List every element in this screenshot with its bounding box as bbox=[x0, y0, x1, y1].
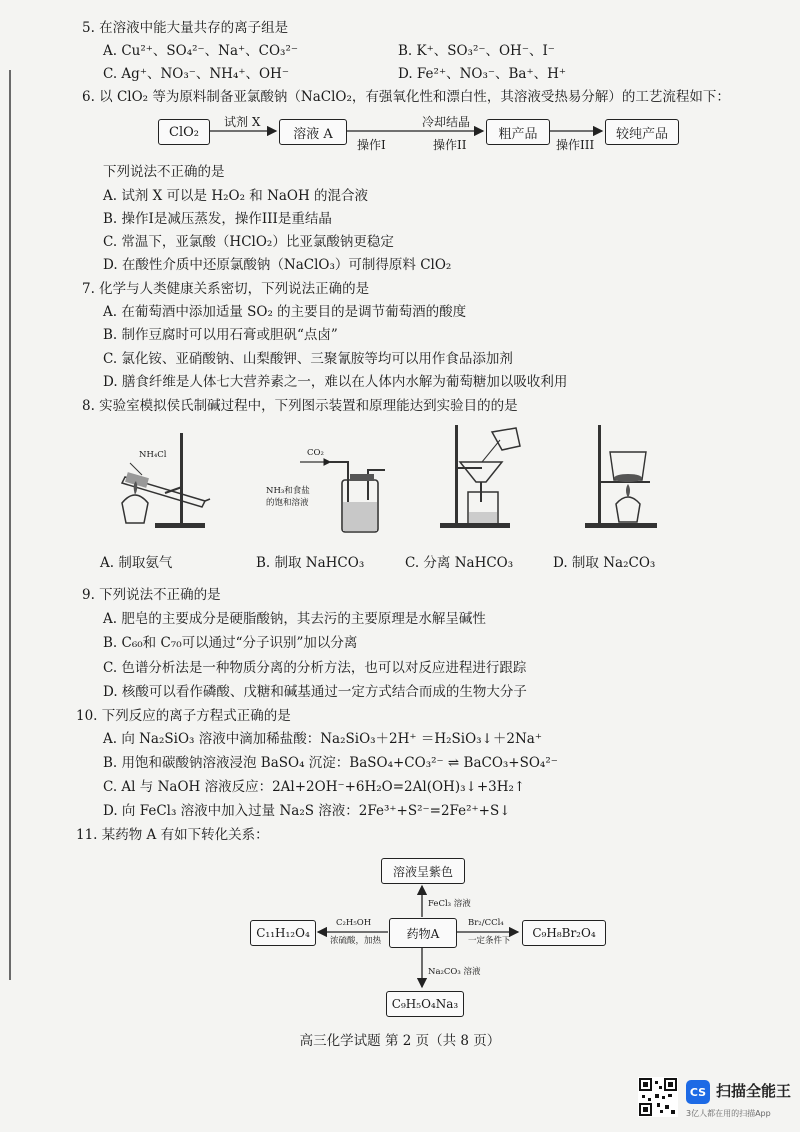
scanner-brand-name: 扫描全能王 bbox=[716, 1082, 792, 1100]
q8-option-a: A. 制取氨气 bbox=[100, 555, 173, 571]
q9-option-d: D. 核酸可以看作磷酸、戊糖和碱基通过一定方式结合而成的生物大分子 bbox=[103, 684, 527, 700]
q7-stem: 7. 化学与人类健康关系密切，下列说法正确的是 bbox=[82, 281, 370, 297]
reaction-box-sodium-salt: C₉H₅O₄Na₃ bbox=[386, 991, 464, 1017]
q6-option-a: A. 试剂 X 可以是 H₂O₂ 和 NaOH 的混合液 bbox=[103, 188, 369, 204]
scanner-tagline: 3亿人都在用的扫描App bbox=[686, 1109, 771, 1118]
q10-option-d: D. 向 FeCl₃ 溶液中加入过量 Na₂S 溶液：2Fe³⁺+S²⁻=2Fe²⁺+S↓ bbox=[103, 803, 511, 819]
reagent-condition: 一定条件下 bbox=[468, 936, 511, 946]
q9-option-c: C. 色谱分析法是一种物质分离的分析方法，也可以对反应进程进行跟踪 bbox=[103, 660, 527, 676]
qr-code-icon bbox=[638, 1077, 678, 1117]
flow-arrows bbox=[0, 0, 800, 160]
q9-option-a: A. 肥皂的主要成分是硬脂酸钠，其去污的主要原理是水解呈碱性 bbox=[103, 611, 486, 627]
reagent-conc-sulfuric: 浓硫酸，加热 bbox=[330, 936, 382, 946]
q10-option-a: A. 向 Na₂SiO₃ 溶液中滴加稀盐酸：Na₂SiO₃＋2H⁺ ＝H₂SiO₃↓＋2Na⁺ bbox=[103, 731, 542, 747]
q10-stem: 10. 下列反应的离子方程式正确的是 bbox=[76, 708, 291, 724]
reaction-box-bromo: C₉H₈Br₂O₄ bbox=[522, 920, 606, 946]
q10-option-b: B. 用饱和碳酸钠溶液浸泡 BaSO₄ 沉淀：BaSO₄+CO₃²⁻ ⇌ BaCO₃+SO₄²⁻ bbox=[103, 755, 558, 771]
camscanner-logo-icon: CS bbox=[686, 1080, 710, 1104]
q7-option-d: D. 膳食纤维是人体七大营养素之一，难以在人体内水解为葡萄糖加以吸收利用 bbox=[103, 374, 568, 390]
figure-b-gas-label: CO₂ bbox=[307, 448, 324, 458]
reagent-bromine: Br₂/CCl₄ bbox=[468, 918, 504, 928]
reaction-box-purple: 溶液呈紫色 bbox=[381, 858, 465, 884]
q5-option-b: B. K⁺、SO₃²⁻、OH⁻、I⁻ bbox=[398, 43, 555, 59]
figure-a-label: NH₄Cl bbox=[139, 450, 167, 460]
q5-option-c: C. Ag⁺、NO₃⁻、NH₄⁺、OH⁻ bbox=[103, 66, 289, 82]
flow-reagent-x: 试剂 X bbox=[224, 115, 261, 129]
flow-box-clo2: ClO₂ bbox=[158, 119, 210, 145]
q7-option-c: C. 氯化铵、亚硝酸钠、山梨酸钾、三聚氰胺等均可以用作食品添加剂 bbox=[103, 351, 513, 367]
q8-stem: 8. 实验室模拟侯氏制碱过程中，下列图示装置和原理能达到实验目的的是 bbox=[82, 398, 518, 414]
q7-option-b: B. 制作豆腐时可以用石膏或胆矾“点卤” bbox=[103, 327, 338, 343]
reaction-box-ester: C₁₁H₁₂O₄ bbox=[250, 920, 316, 946]
flow-box-crude-product: 粗产品 bbox=[486, 119, 550, 145]
flow-op2: 操作II bbox=[433, 138, 467, 152]
reagent-na2co3: Na₂CO₃ 溶液 bbox=[428, 967, 481, 977]
reagent-ethanol: C₂H₅OH bbox=[336, 918, 372, 928]
q6-option-d: D. 在酸性介质中还原氯酸钠（NaClO₃）可制得原料 ClO₂ bbox=[103, 257, 452, 273]
flow-cooling-crystallization: 冷却结晶 bbox=[422, 115, 471, 129]
q6-stem: 6. 以 ClO₂ 等为原料制备亚氯酸钠（NaClO₂，有强氧化性和漂白性，其溶液受热易分解）的工艺流程如下： bbox=[82, 89, 730, 105]
q6-option-b: B. 操作I是减压蒸发，操作III是重结晶 bbox=[103, 211, 332, 227]
q6-option-c: C. 常温下，亚氯酸（HClO₂）比亚氯酸钠更稳定 bbox=[103, 234, 394, 250]
figure-c-filtration bbox=[430, 420, 540, 535]
q11-stem: 11. 某药物 A 有如下转化关系： bbox=[76, 827, 269, 843]
figure-d-apparatus bbox=[580, 420, 690, 535]
figure-b-solution-label-2: 的饱和溶液 bbox=[266, 498, 309, 508]
flow-op1: 操作I bbox=[357, 138, 386, 152]
q8-option-d: D. 制取 Na₂CO₃ bbox=[553, 555, 656, 571]
flow-op3: 操作III bbox=[556, 138, 595, 152]
q9-stem: 9. 下列说法不正确的是 bbox=[82, 587, 221, 603]
q9-option-b: B. C₆₀和 C₇₀可以通过“分子识别”加以分离 bbox=[103, 635, 358, 651]
q5-option-d: D. Fe²⁺、NO₃⁻、Ba⁺、H⁺ bbox=[398, 66, 566, 82]
page-footer: 高三化学试题 第 2 页（共 8 页） bbox=[299, 1033, 501, 1049]
q5-stem: 5. 在溶液中能大量共存的离子组是 bbox=[82, 20, 289, 36]
flow-box-solution-a: 溶液 A bbox=[279, 119, 347, 145]
q10-option-c: C. Al 与 NaOH 溶液反应：2Al+2OH⁻+6H₂O=2Al(OH)₃↓+3H₂↑ bbox=[103, 779, 526, 795]
q8-option-b: B. 制取 NaHCO₃ bbox=[256, 555, 365, 571]
figure-b-solution-label-1: NH₃和食盐 bbox=[266, 486, 310, 496]
q8-option-c: C. 分离 NaHCO₃ bbox=[405, 555, 514, 571]
q7-option-a: A. 在葡萄酒中添加适量 SO₂ 的主要目的是调节葡萄酒的酸度 bbox=[103, 304, 467, 320]
reagent-fecl3: FeCl₃ 溶液 bbox=[428, 899, 471, 909]
scan-margin-line bbox=[9, 70, 11, 980]
q6-sub-stem: 下列说法不正确的是 bbox=[103, 164, 225, 180]
figure-a-apparatus bbox=[110, 425, 220, 535]
q5-option-a: A. Cu²⁺、SO₄²⁻、Na⁺、CO₃²⁻ bbox=[103, 43, 298, 59]
reaction-box-drug-a: 药物A bbox=[389, 918, 457, 948]
flow-box-pure-product: 较纯产品 bbox=[605, 119, 679, 145]
